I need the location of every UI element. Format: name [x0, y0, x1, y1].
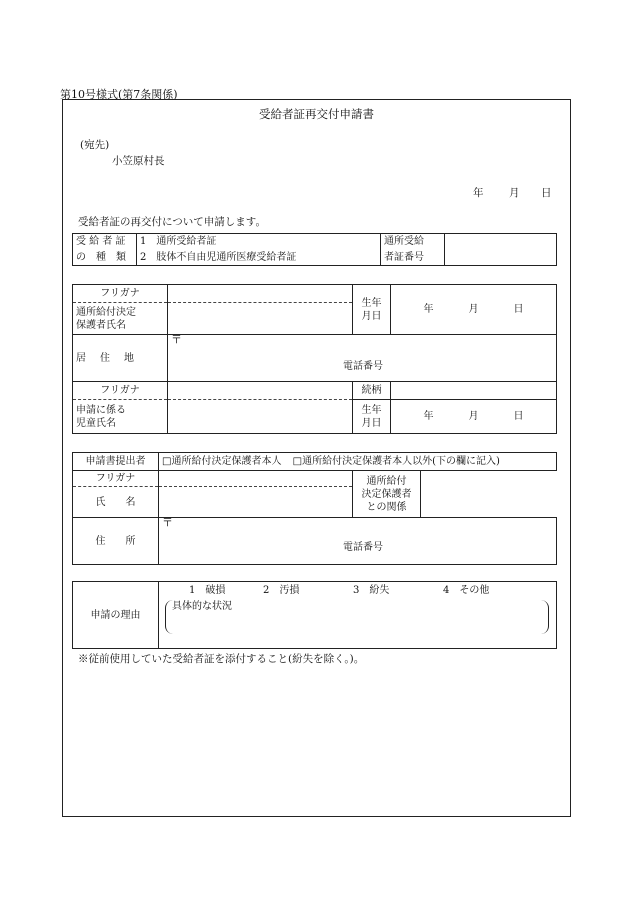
cert-number-label-2: 者証番号 [381, 250, 445, 266]
guardian-name-label-1: 通所給付決定 [76, 306, 136, 318]
child-birth-label-2: 月日 [361, 417, 382, 429]
child-birth-day: 日 [513, 411, 524, 422]
intro-text: 受給者証の再交付について申請します。 [78, 216, 266, 228]
submitter-relation-label-2: 決定保護者 [361, 488, 412, 500]
child-birth-label-1: 生年 [361, 404, 382, 416]
reason-detail-box[interactable] [165, 600, 549, 634]
guardian-birth-label-1: 生年 [361, 297, 382, 309]
child-name-field[interactable] [168, 400, 353, 434]
addressee-label: (宛先) [80, 139, 110, 151]
form-title: 受給者証再交付申請書 [259, 107, 374, 121]
submitter-phone-label: 電話番号 [343, 542, 383, 553]
submitter-options [159, 453, 557, 471]
submitter-address-field[interactable] [159, 518, 557, 565]
child-birth-label [353, 400, 391, 434]
submitter-relation-field[interactable] [421, 471, 557, 518]
cert-type-label-2: の 種 類 [73, 250, 137, 266]
child-name-label [73, 400, 168, 434]
reason-option-damage[interactable]: 1 破損 [189, 585, 226, 596]
guardian-birth-day: 日 [513, 304, 524, 315]
guardian-birth-label [353, 285, 391, 335]
child-birth-field[interactable] [391, 400, 557, 434]
cert-option-2[interactable]: 2 肢体不自由児通所医療受給者証 [137, 250, 381, 266]
attachment-note: ※従前使用していた受給者証を添付すること(紛失を除く。)。 [78, 653, 365, 665]
guardian-address-field[interactable] [168, 335, 557, 382]
child-furigana-label: フリガナ [73, 382, 168, 400]
guardian-birth-year: 年 [423, 304, 434, 315]
guardian-name-label [73, 303, 168, 335]
reason-option-lost[interactable]: 3 紛失 [353, 585, 390, 596]
reason-field [159, 582, 557, 649]
child-furigana-field[interactable] [168, 382, 353, 400]
submitter-relation-label [353, 471, 421, 518]
child-relation-label: 続柄 [353, 382, 391, 400]
reason-table [72, 581, 557, 649]
submitter-name-field[interactable] [159, 487, 353, 518]
submitter-table [72, 452, 557, 565]
child-name-label-1: 申請に係る [76, 404, 126, 416]
addressee-name: 小笠原村長 [112, 155, 165, 167]
submitter-label: 申請書提出者 [73, 453, 159, 471]
reason-options [189, 582, 553, 597]
submitter-postal-mark: 〒 [162, 516, 173, 529]
guardian-postal-mark: 〒 [171, 333, 182, 346]
cert-number-field[interactable] [445, 234, 557, 266]
cert-number-label-1: 通所受給 [381, 234, 445, 250]
child-relation-field[interactable] [391, 382, 557, 400]
guardian-furigana-label: フリガナ [73, 285, 168, 303]
cert-option-1[interactable]: 1 通所受給者証 [137, 234, 381, 250]
guardian-name-label-2: 保護者氏名 [76, 319, 126, 331]
reason-detail-label: 具体的な状況 [172, 601, 232, 612]
submitter-furigana-label: フリガナ [73, 471, 159, 487]
reason-option-soiled[interactable]: 2 汚損 [263, 585, 300, 596]
child-birth-month: 月 [468, 411, 479, 422]
submitter-relation-label-1: 通所給付 [366, 475, 407, 487]
submitter-name-label: 氏 名 [73, 487, 159, 518]
guardian-child-table [72, 284, 557, 434]
submitter-relation-label-3: との関係 [366, 501, 407, 513]
guardian-phone-label: 電話番号 [343, 361, 383, 372]
date-day: 日 [541, 187, 552, 199]
guardian-birth-label-2: 月日 [361, 310, 382, 322]
guardian-furigana-field[interactable] [168, 285, 353, 303]
reason-label: 申請の理由 [73, 582, 159, 649]
guardian-birth-month: 月 [468, 304, 479, 315]
reason-option-other[interactable]: 4 その他 [443, 585, 490, 596]
form-number-label: 第10号様式(第7条関係) [60, 88, 178, 101]
cert-type-label-1: 受 給 者 証 [73, 234, 137, 250]
submitter-furigana-field[interactable] [159, 471, 353, 487]
guardian-name-field[interactable] [168, 303, 353, 335]
guardian-birth-field[interactable] [391, 285, 557, 335]
child-birth-year: 年 [423, 411, 434, 422]
submitter-option-self[interactable]: □通所給付決定保護者本人 [162, 456, 282, 467]
date-month: 月 [509, 187, 520, 199]
guardian-address-label: 居 住 地 [73, 335, 168, 382]
child-name-label-2: 児童氏名 [76, 417, 116, 429]
submitter-option-other[interactable]: □通所給付決定保護者本人以外(下の欄に記入) [292, 456, 500, 467]
submitter-address-label: 住 所 [73, 518, 159, 565]
date-year: 年 [473, 187, 484, 199]
cert-type-table [72, 233, 557, 266]
